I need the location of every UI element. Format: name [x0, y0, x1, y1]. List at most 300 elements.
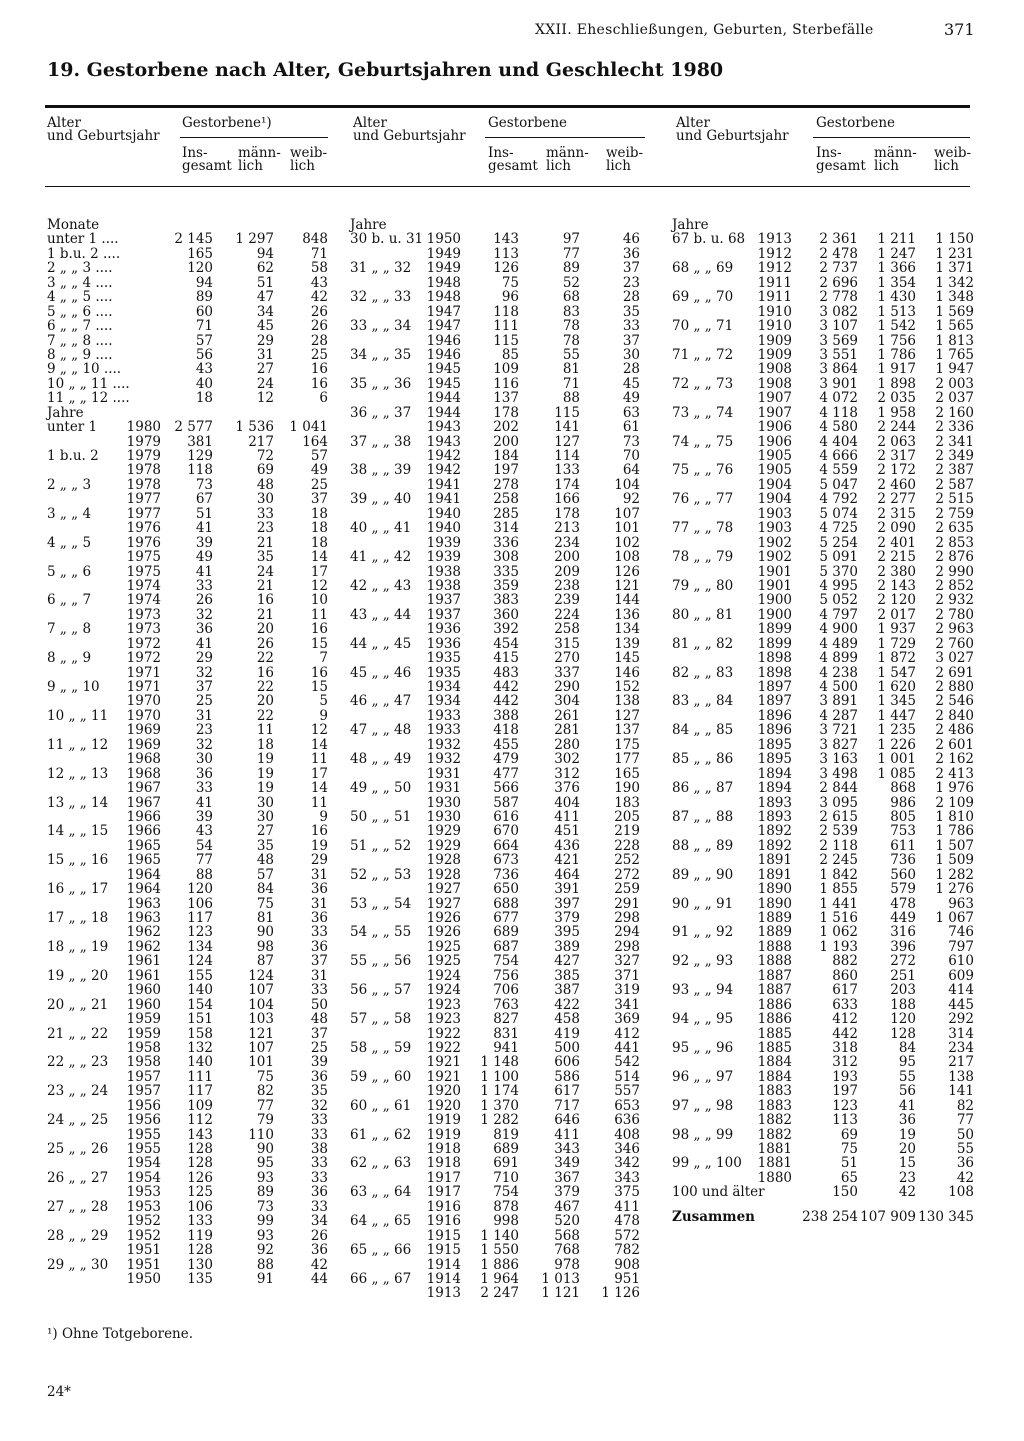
- female-value: 25: [310, 1039, 328, 1056]
- total-value: 77: [195, 852, 213, 869]
- total-value: 57: [195, 332, 213, 349]
- total-value: 115: [493, 332, 519, 349]
- birth-year: 1912: [757, 245, 792, 262]
- table-row: [0, 348, 1000, 362]
- male-value: 21: [256, 577, 274, 594]
- birth-year: 1977: [126, 491, 161, 508]
- total-value: 73: [195, 476, 213, 493]
- birth-year: 1969: [126, 722, 161, 739]
- total-value: 116: [493, 375, 519, 392]
- birth-year: 1914: [426, 1270, 461, 1287]
- birth-year: 1917: [426, 1184, 461, 1201]
- female-value: 609: [948, 967, 974, 984]
- male-value: 12: [256, 390, 274, 407]
- birth-year: 1883: [757, 1097, 792, 1114]
- male-value: 736: [890, 852, 916, 869]
- total-value: 388: [493, 707, 519, 724]
- total-value: 193: [832, 1068, 858, 1085]
- male-value: 19: [256, 780, 274, 797]
- male-value: 238: [554, 577, 580, 594]
- birth-year: 1939: [426, 549, 461, 566]
- age-label: 25 „ „ 26: [47, 1141, 109, 1157]
- female-value: 46: [622, 231, 640, 248]
- total-value: 140: [187, 982, 213, 999]
- male-value: 107 909: [860, 1208, 916, 1225]
- birth-year: 1966: [126, 808, 161, 825]
- female-value: 71: [310, 245, 328, 262]
- header-subrule: [180, 137, 328, 138]
- female-value: 1 282: [935, 866, 974, 883]
- table-row: [0, 666, 1000, 680]
- male-value: 103: [248, 1011, 274, 1028]
- birth-year: 1898: [757, 650, 792, 667]
- female-value: 42: [956, 1169, 974, 1186]
- total-value: 4 287: [819, 707, 858, 724]
- male-value: 272: [890, 953, 916, 970]
- birth-year: 1940: [426, 520, 461, 537]
- male-value: 45: [256, 318, 274, 335]
- birth-year: 1977: [126, 505, 161, 522]
- table-row: [0, 521, 1000, 535]
- male-value: 114: [554, 448, 580, 464]
- female-value: 294: [614, 924, 640, 941]
- page-number: 371: [944, 20, 975, 39]
- age-label: 59 „ „ 60: [350, 1068, 412, 1085]
- age-label: 54 „ „ 55: [350, 924, 412, 941]
- male-value: 77: [256, 1097, 274, 1114]
- male-value: 978: [554, 1256, 580, 1273]
- female-value: 1 786: [935, 823, 974, 840]
- female-value: 1 126: [601, 1285, 640, 1302]
- male-value: 95: [898, 1054, 916, 1071]
- male-value: 20: [256, 693, 274, 710]
- age-label: 99 „ „ 100: [672, 1155, 742, 1172]
- total-value: 1 193: [819, 938, 858, 955]
- birth-year: 1901: [757, 577, 792, 594]
- birth-year: 1970: [126, 707, 161, 724]
- male-value: 2 090: [877, 520, 916, 537]
- male-value: 2 277: [877, 491, 916, 508]
- birth-year: 1890: [757, 881, 792, 898]
- female-value: 36: [310, 1184, 328, 1201]
- age-label: 83 „ „ 84: [672, 693, 734, 710]
- total-value: 1 886: [480, 1256, 519, 1273]
- age-label: 26 „ „ 27: [47, 1169, 109, 1186]
- female-value: 1 231: [935, 245, 974, 262]
- male-value: 239: [554, 592, 580, 609]
- total-value: 32: [195, 736, 213, 753]
- male-value: 84: [256, 881, 274, 898]
- total-value: 442: [493, 679, 519, 695]
- age-label: unter 1: [47, 419, 98, 436]
- birth-year: 1933: [426, 707, 461, 724]
- total-value: 54: [195, 837, 213, 854]
- female-value: 1 810: [935, 808, 974, 825]
- birth-year: 1961: [126, 967, 161, 984]
- table-row: [0, 1099, 1000, 1113]
- header-weiblich-2: lich: [934, 158, 959, 174]
- total-value: 128: [187, 1242, 213, 1259]
- age-label: 92 „ „ 93: [672, 953, 734, 970]
- male-value: 98: [256, 938, 274, 955]
- female-value: 2 932: [935, 592, 974, 609]
- age-label: 96 „ „ 97: [672, 1068, 734, 1085]
- male-value: 1 430: [877, 289, 916, 306]
- birth-year: 1894: [757, 780, 792, 797]
- male-value: 57: [256, 866, 274, 883]
- age-label: 28 „ „ 29: [47, 1227, 109, 1244]
- total-value: 5 254: [819, 534, 858, 551]
- female-value: 5: [319, 693, 328, 710]
- total-value: 150: [832, 1184, 858, 1201]
- male-value: 1 547: [877, 664, 916, 681]
- total-value: 754: [493, 1184, 519, 1201]
- age-label: 41 „ „ 42: [350, 549, 412, 566]
- table-row: [0, 334, 1000, 348]
- birth-year: 1961: [126, 953, 161, 970]
- table-row: [0, 1210, 1000, 1224]
- female-value: 2 691: [935, 664, 974, 681]
- male-value: 579: [890, 881, 916, 898]
- header-weiblich: weib-: [934, 145, 972, 161]
- female-value: 36: [622, 245, 640, 262]
- birth-year: 1942: [426, 448, 461, 464]
- total-value: 96: [501, 289, 519, 306]
- female-value: 144: [614, 592, 640, 609]
- age-label: 34 „ „ 35: [350, 346, 412, 363]
- male-value: 27: [256, 823, 274, 840]
- female-value: 369: [614, 1011, 640, 1028]
- table-row: [0, 680, 1000, 694]
- birth-year: 1916: [426, 1213, 461, 1230]
- table-row: [0, 261, 1000, 275]
- male-value: 1 001: [877, 751, 916, 768]
- birth-year: 1954: [126, 1155, 161, 1172]
- male-value: 23: [256, 520, 274, 537]
- age-label: 60 „ „ 61: [350, 1097, 412, 1114]
- birth-year: 1881: [757, 1155, 792, 1172]
- header-gestorbene: Gestorbene¹): [182, 115, 272, 131]
- total-value: 4 238: [819, 664, 858, 681]
- female-value: 371: [614, 967, 640, 984]
- table-row: [0, 853, 1000, 867]
- total-value: 3 163: [819, 751, 858, 768]
- header-gestorbene: Gestorbene: [816, 115, 896, 131]
- birth-year: 1946: [426, 332, 461, 349]
- birth-year: 1940: [426, 505, 461, 522]
- total-value: 106: [187, 1198, 213, 1215]
- female-value: 414: [948, 982, 974, 999]
- female-value: 134: [614, 621, 640, 638]
- section-label-row: [0, 218, 1000, 232]
- female-value: 138: [948, 1068, 974, 1085]
- male-value: 87: [256, 953, 274, 970]
- total-value: 126: [493, 260, 519, 277]
- total-value: 677: [493, 910, 519, 926]
- header-alter: Alter: [47, 115, 81, 131]
- age-label: 84 „ „ 85: [672, 722, 734, 739]
- age-label: 95 „ „ 96: [672, 1039, 734, 1056]
- total-value: 113: [832, 1112, 858, 1129]
- birth-year: 1962: [126, 938, 161, 955]
- birth-year: 1890: [757, 895, 792, 912]
- male-value: 1 211: [877, 231, 916, 248]
- total-value: 4 580: [819, 419, 858, 436]
- total-value: 4 489: [819, 635, 858, 652]
- female-value: 557: [614, 1083, 640, 1100]
- birth-year: 1930: [426, 808, 461, 825]
- birth-year: 1896: [757, 722, 792, 739]
- total-value: 831: [493, 1025, 519, 1042]
- birth-year: 1973: [126, 621, 161, 638]
- birth-year: 1904: [757, 476, 792, 493]
- birth-year: 1937: [426, 606, 461, 623]
- total-value: 202: [493, 419, 519, 436]
- male-value: 379: [554, 1184, 580, 1201]
- female-value: 107: [614, 505, 640, 522]
- female-value: 127: [614, 707, 640, 724]
- female-value: 43: [310, 274, 328, 291]
- total-value: 4 792: [819, 491, 858, 508]
- male-value: 2 244: [877, 419, 916, 436]
- male-value: 389: [554, 938, 580, 955]
- birth-year: 1887: [757, 982, 792, 999]
- total-value: 442: [493, 693, 519, 710]
- total-value: 94: [195, 274, 213, 291]
- male-value: 258: [554, 621, 580, 638]
- age-label: 64 „ „ 65: [350, 1213, 412, 1230]
- male-value: 805: [890, 808, 916, 825]
- birth-year: 1918: [426, 1141, 461, 1157]
- total-value: 39: [195, 534, 213, 551]
- female-value: 49: [622, 390, 640, 407]
- birth-year: 1884: [757, 1068, 792, 1085]
- total-value: 998: [493, 1213, 519, 1230]
- table-row: [0, 290, 1000, 304]
- table-column-3: [0, 218, 1000, 1224]
- female-value: 139: [614, 635, 640, 652]
- female-value: 2 759: [935, 505, 974, 522]
- total-value: 69: [840, 1126, 858, 1143]
- table-row: [0, 694, 1000, 708]
- total-value: 197: [493, 462, 519, 479]
- female-value: 190: [614, 780, 640, 797]
- total-value: 882: [832, 953, 858, 970]
- female-value: 33: [310, 1155, 328, 1172]
- female-value: 252: [614, 852, 640, 869]
- female-value: 28: [310, 332, 328, 349]
- total-value: 664: [493, 837, 519, 854]
- age-label: 14 „ „ 15: [47, 823, 109, 840]
- total-value: 479: [493, 751, 519, 768]
- birth-year: 1906: [757, 433, 792, 450]
- male-value: 55: [898, 1068, 916, 1085]
- birth-year: 1958: [126, 1039, 161, 1056]
- male-value: 77: [562, 245, 580, 262]
- table-row: [0, 463, 1000, 477]
- birth-year: 1900: [757, 606, 792, 623]
- birth-year: 1895: [757, 736, 792, 753]
- male-value: 2 035: [877, 390, 916, 407]
- male-value: 396: [890, 938, 916, 955]
- male-value: 411: [554, 1126, 580, 1143]
- age-label: 10 „ „ 11: [47, 707, 109, 724]
- age-label: 94 „ „ 95: [672, 1011, 734, 1028]
- birth-year: 1913: [426, 1285, 461, 1302]
- male-value: 11: [256, 722, 274, 739]
- total-value: 3 827: [819, 736, 858, 753]
- age-label: 55 „ „ 56: [350, 953, 412, 970]
- male-value: 20: [256, 621, 274, 638]
- female-value: 342: [614, 1155, 640, 1172]
- table-row: [0, 1113, 1000, 1127]
- birth-year: 1948: [426, 274, 461, 291]
- table-row: [0, 954, 1000, 968]
- header-weiblich-2: lich: [606, 158, 631, 174]
- female-value: 3 027: [935, 650, 974, 667]
- male-value: 427: [554, 953, 580, 970]
- total-value: 89: [195, 289, 213, 306]
- total-value: 3 569: [819, 332, 858, 349]
- total-value: 2 539: [819, 823, 858, 840]
- total-value: 1 062: [819, 924, 858, 941]
- male-value: 178: [554, 505, 580, 522]
- total-value: 106: [187, 895, 213, 912]
- male-value: 1 872: [877, 650, 916, 667]
- age-label: 6 „ „ 7 ....: [47, 318, 113, 335]
- age-label: 5 „ „ 6: [47, 563, 92, 580]
- total-value: 4 666: [819, 448, 858, 464]
- female-value: 9: [319, 707, 328, 724]
- female-value: 9: [319, 808, 328, 825]
- female-value: 18: [310, 534, 328, 551]
- birth-year: 1895: [757, 751, 792, 768]
- total-value: 336: [493, 534, 519, 551]
- birth-year: 1911: [757, 274, 792, 291]
- male-value: 81: [562, 361, 580, 378]
- table-row: [0, 767, 1000, 781]
- total-value: 4 559: [819, 462, 858, 479]
- age-label: 15 „ „ 16: [47, 852, 109, 869]
- header-bottom-rule: [45, 186, 970, 187]
- total-value: 5 091: [819, 549, 858, 566]
- male-value: 1 447: [877, 707, 916, 724]
- female-value: 1 765: [935, 346, 974, 363]
- birth-year: 1968: [126, 751, 161, 768]
- male-value: 21: [256, 534, 274, 551]
- table-row: [0, 1243, 1000, 1257]
- birth-year: 1947: [426, 303, 461, 320]
- total-value: 132: [187, 1039, 213, 1056]
- table-row: [0, 752, 1000, 766]
- female-value: 33: [310, 982, 328, 999]
- table-row: [0, 1055, 1000, 1069]
- age-label: 5 „ „ 6 ....: [47, 303, 113, 320]
- male-value: 95: [256, 1155, 274, 1172]
- female-value: 572: [614, 1227, 640, 1244]
- table-row: [0, 247, 1000, 261]
- age-label: 47 „ „ 48: [350, 722, 412, 739]
- total-value: 3 107: [819, 318, 858, 335]
- male-value: 41: [898, 1097, 916, 1114]
- male-value: 2 315: [877, 505, 916, 522]
- table-row: [0, 593, 1000, 607]
- table-row: [0, 1128, 1000, 1142]
- table-row: [0, 738, 1000, 752]
- male-value: 90: [256, 924, 274, 941]
- age-label: 32 „ „ 33: [350, 289, 412, 306]
- total-value: 278: [493, 476, 519, 493]
- total-value: 5 052: [819, 592, 858, 609]
- header-weiblich-2: lich: [290, 158, 315, 174]
- male-value: 81: [256, 910, 274, 926]
- male-value: 20: [898, 1141, 916, 1157]
- male-value: 115: [554, 404, 580, 421]
- female-value: 1 371: [935, 260, 974, 277]
- total-value: 33: [195, 780, 213, 797]
- male-value: 52: [562, 274, 580, 291]
- male-value: 68: [562, 289, 580, 306]
- male-value: 23: [898, 1169, 916, 1186]
- female-value: 908: [614, 1256, 640, 1273]
- table-row: [0, 622, 1000, 636]
- male-value: 55: [562, 346, 580, 363]
- table-row: [0, 391, 1000, 405]
- total-value: 75: [840, 1141, 858, 1157]
- birth-year: 1916: [426, 1198, 461, 1215]
- male-value: 29: [256, 332, 274, 349]
- female-value: 1 569: [935, 303, 974, 320]
- total-value: 197: [832, 1083, 858, 1100]
- total-value: 36: [195, 621, 213, 638]
- birth-year: 1898: [757, 664, 792, 681]
- birth-year: 1905: [757, 462, 792, 479]
- total-value: 155: [187, 967, 213, 984]
- total-value: 75: [501, 274, 519, 291]
- total-value: 318: [832, 1039, 858, 1056]
- age-label: 80 „ „ 81: [672, 606, 734, 623]
- female-value: 38: [310, 1141, 328, 1157]
- header-weiblich: weib-: [290, 145, 328, 161]
- total-value: 30: [195, 751, 213, 768]
- total-value: 670: [493, 823, 519, 840]
- total-value: 1 174: [480, 1083, 519, 1100]
- birth-year: 1949: [426, 260, 461, 277]
- female-value: 37: [310, 1025, 328, 1042]
- female-value: 25: [310, 476, 328, 493]
- birth-year: 1979: [126, 433, 161, 450]
- male-value: 1 354: [877, 274, 916, 291]
- female-value: 2 601: [935, 736, 974, 753]
- birth-year: 1953: [126, 1184, 161, 1201]
- birth-year: 1960: [126, 982, 161, 999]
- age-label: 38 „ „ 39: [350, 462, 412, 479]
- male-value: 397: [554, 895, 580, 912]
- female-value: 35: [622, 303, 640, 320]
- age-label: 72 „ „ 73: [672, 375, 734, 392]
- birth-year: 1893: [757, 808, 792, 825]
- male-value: 391: [554, 881, 580, 898]
- age-label: 20 „ „ 21: [47, 996, 109, 1013]
- age-label: 93 „ „ 94: [672, 982, 734, 999]
- female-value: 1 041: [289, 419, 328, 436]
- total-value: 51: [840, 1155, 858, 1172]
- total-value: 26: [195, 592, 213, 609]
- male-value: 88: [256, 1256, 274, 1273]
- total-value: 1 100: [480, 1068, 519, 1085]
- male-value: 451: [554, 823, 580, 840]
- header-weiblich: weib-: [606, 145, 644, 161]
